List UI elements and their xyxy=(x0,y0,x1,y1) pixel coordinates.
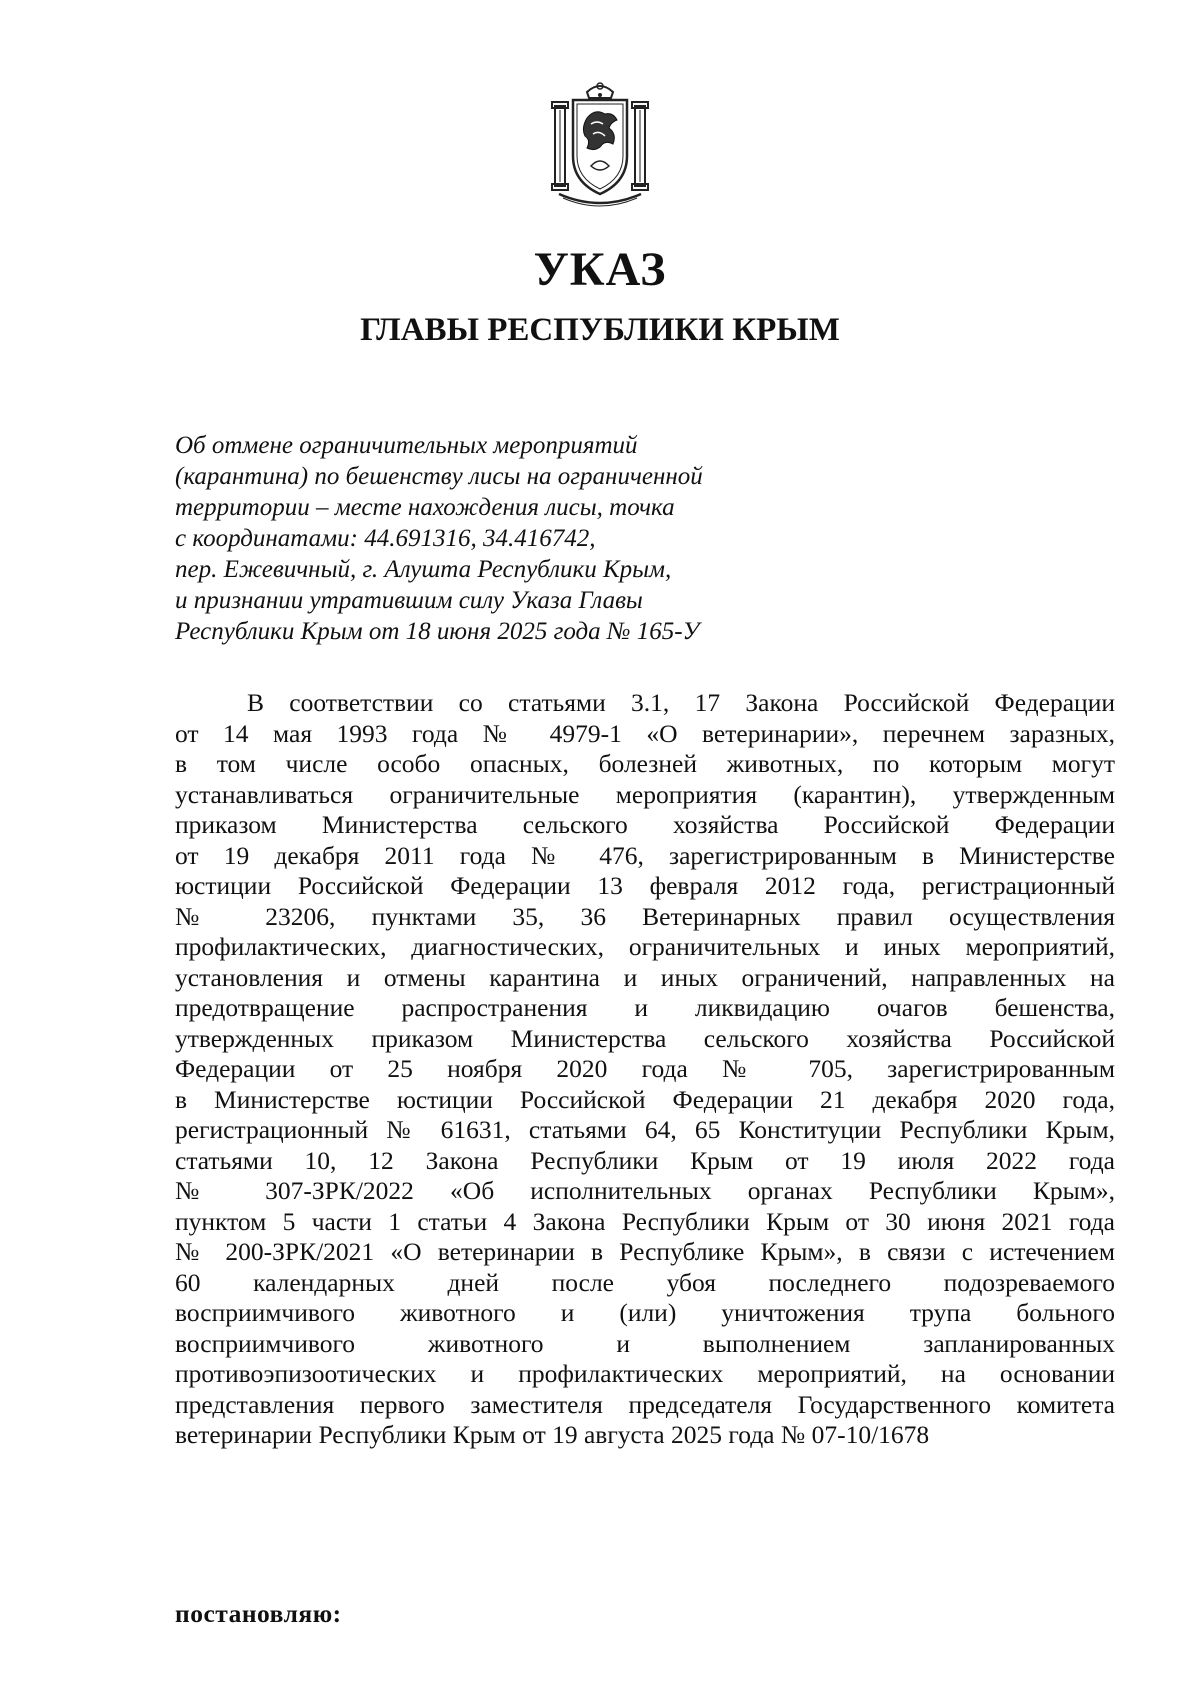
paragraph-line: устанавливаться ограничительные мероприятия (карантин), утвержденным xyxy=(175,779,1115,809)
paragraph-line: от 19 декабря 2011 года № 476, зарегистрированным в Министерстве xyxy=(175,840,1115,870)
summary-line: территории – месте нахождения лисы, точка xyxy=(175,494,675,521)
paragraph-line: предотвращение распространения и ликвидацию очагов бешенства, xyxy=(175,993,1115,1022)
paragraph-line: № 23206, пунктами 35, 36 Ветеринарных правил осуществления xyxy=(175,901,1115,931)
paragraph-line: В соответствии со статьями 3.1, 17 Закона Российской Федерации xyxy=(247,688,1115,717)
summary-line: (карантина) по бешенству лисы на ограниченной xyxy=(175,463,703,490)
paragraph-line: противоэпизоотических и профилактических мероприятий, на основании xyxy=(175,1359,1115,1388)
paragraph-line: утвержденных приказом Министерства сельского хозяйства Российской xyxy=(175,1023,1115,1053)
paragraph-line: в Министерстве юстиции Российской Федерации 21 декабря 2020 года, xyxy=(175,1084,1115,1114)
paragraph-line: пунктом 5 части 1 статьи 4 Закона Республики Крым от 30 июня 2021 года xyxy=(175,1206,1115,1236)
decree-summary xyxy=(175,430,815,647)
paragraph-line: восприимчивого животного и выполнением запланированных xyxy=(175,1328,1115,1358)
paragraph-line: статьями 10, 12 Закона Республики Крым от 19 июля 2022 года xyxy=(175,1145,1115,1175)
paragraph-line: профилактических, диагностических, ограничительных и иных мероприятий, xyxy=(175,932,1115,961)
summary-line: и признании утратившим силу Указа Главы xyxy=(175,587,643,614)
summary-line: пер. Ежевичный, г. Алушта Республики Крым, xyxy=(175,556,672,583)
paragraph-line: № 200-ЗРК/2021 «О ветеринарии в Республике Крым», в связи с истечением xyxy=(175,1237,1115,1266)
preamble-paragraph xyxy=(175,688,1115,1451)
summary-line: Республики Крым от 18 июня 2025 года № 165-У xyxy=(175,618,700,645)
paragraph-line: регистрационный № 61631, статьями 64, 65 Конституции Республики Крым, xyxy=(175,1115,1115,1144)
document-subtitle: ГЛАВЫ РЕСПУБЛИКИ КРЫМ xyxy=(360,312,840,348)
paragraph-line: в том числе особо опасных, болезней животных, по которым могут xyxy=(175,749,1115,778)
paragraph-line: установления и отмены карантина и иных ограничений, направленных на xyxy=(175,962,1115,992)
document-title: УКАЗ xyxy=(533,243,667,296)
paragraph-line: юстиции Российской Федерации 13 февраля 2012 года, регистрационный xyxy=(175,871,1115,900)
paragraph-line: ветеринарии Республики Крым от 19 августа 2025 года № 07-10/1678 xyxy=(175,1420,930,1449)
paragraph-line: приказом Министерства сельского хозяйства Российской Федерации xyxy=(175,810,1115,839)
paragraph-line: от 14 мая 1993 года № 4979-1 «О ветеринарии», перечнем заразных, xyxy=(175,718,1115,748)
summary-line: Об отмене ограничительных мероприятий xyxy=(175,432,638,459)
paragraph-line: Федерации от 25 ноября 2020 года № 705, зарегистрированным xyxy=(175,1054,1115,1083)
decree-word: постановляю: xyxy=(175,1599,342,1628)
paragraph-line: № 307-ЗРК/2022 «Об исполнительных органах Республики Крым», xyxy=(175,1176,1115,1205)
summary-line: с координатами: 44.691316, 34.416742, xyxy=(175,525,596,552)
paragraph-line: представления первого заместителя председателя Государственного комитета xyxy=(175,1389,1115,1419)
crimea-coat-of-arms-icon xyxy=(547,78,653,208)
paragraph-line: восприимчивого животного и (или) уничтожения трупа больного xyxy=(175,1298,1115,1327)
paragraph-line: 60 календарных дней после убоя последнего подозреваемого xyxy=(175,1267,1115,1297)
